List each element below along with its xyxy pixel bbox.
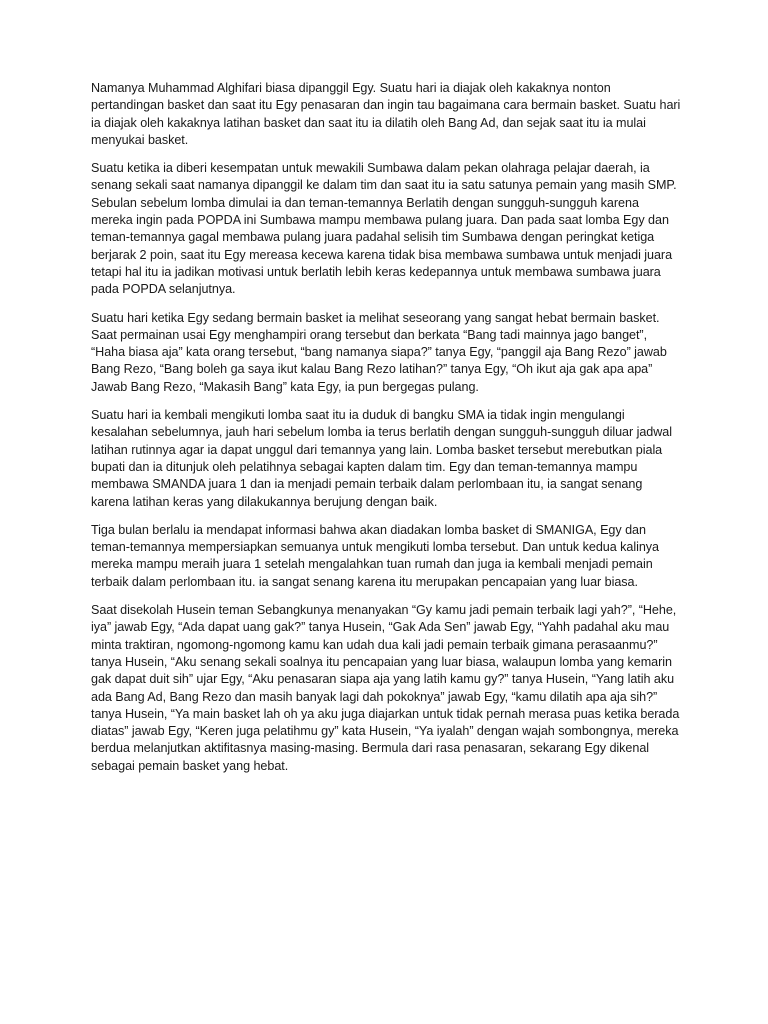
paragraph-4: Suatu hari ia kembali mengikuti lomba saat itu ia duduk di bangku SMA ia tidak ingin mengulangi kesalahan sebelumnya, jauh hari sebelum lomba ia terus berlatih dengan sungguh-sungguh diluar jadwal latihan rutinnya agar ia dapat unggul dari temannya yang lain. Lomba basket tersebut merebutkan piala bupati dan ia ditunjuk oleh pelatihnya sebagai kapten dalam tim. Egy dan teman-temannya mampu membawa SMANDA juara 1 dan ia menjadi pemain terbaik dalam perlombaan itu, ia sangat senang karena latihan keras yang dilakukannya berujung dengan baik. bbox=[91, 408, 672, 509]
paragraph-5: Tiga bulan berlalu ia mendapat informasi bahwa akan diadakan lomba basket di SMANIGA, Egy dan teman-temannya mempersiapkan semuanya untuk mengikuti lomba tersebut. Dan untuk kedua kalinya mereka mampu meraih juara 1 setelah mengalahkan tuan rumah dan juga ia kembali menjadi pemain terbaik dalam perlombaan itu. ia sangat senang karena itu merupakan pencapaian yang luar biasa. bbox=[91, 522, 659, 589]
paragraph-1: Namanya Muhammad Alghifari biasa dipanggil Egy. Suatu hari ia diajak oleh kakaknya nonton pertandingan basket dan saat itu Egy penasaran dan ingin tau bagaimana cara bermain basket. Suatu hari ia diajak oleh kakaknya latihan basket dan saat itu ia dilatih oleh Bang Ad, dan sejak saat itu ia mulai menyukai basket. bbox=[91, 81, 681, 147]
document-page bbox=[91, 80, 681, 786]
paragraph-2: Suatu ketika ia diberi kesempatan untuk mewakili Sumbawa dalam pekan olahraga pelajar daerah, ia senang sekali saat namanya dipanggil ke dalam tim dan saat itu ia satu satunya pemain yang masih SMP. Sebulan sebelum lomba dimulai ia dan teman-temannya Berlatih dengan sungguh-sungguh karena mereka ingin pada POPDA ini Sumbawa mampu membawa pulang juara. Dan pada saat lomba Egy dan teman-temannya gagal membawa pulang juara padahal selisih tim Sumbawa dengan peringkat ketiga berjarak 2 poin, saat itu Egy mereasa kecewa karena tidak bisa membawa sumbawa untuk menjadi juara tetapi hal itu ia jadikan motivasi untuk berlatih lebih keras kedepannya untuk membawa sumbawa juara pada POPDA selanjutnya. bbox=[91, 161, 677, 297]
paragraph-6: Saat disekolah Husein teman Sebangkunya menanyakan “Gy kamu jadi pemain terbaik lagi yah?”, “Hehe, iya” jawab Egy, “Ada dapat uang gak?” tanya Husein, “Gak Ada Sen” jawab Egy, “Yahh padahal aku mau minta traktiran, ngomong-ngomong kamu kan udah dua kali jadi pemain terbaik gimana perasaanmu?” tanya Husein, “Aku senang sekali soalnya itu pencapaian yang luar biasa, walaupun lomba yang kemarin gak dapat duit sih” ujar Egy, “Aku penasaran siapa aja yang latih kamu gy?” tanya Husein, “Yang latih aku ada Bang Ad, Bang Rezo dan masih banyak lagi dah pokoknya” jawab Egy, “kamu dilatih apa aja sih?” tanya Husein, “Ya main basket lah oh ya aku juga diajarkan untuk tidak pernah merasa puas ketika berada diatas” jawab Egy, “Keren juga pelatihmu gy” kata Husein, “Ya iyalah” dengan wajah sombongnya, mereka berdua melanjutkan aktifitasnya masing-masing. Bermula dari rasa penasaran, sekarang Egy dikenal sebagai pemain basket yang hebat. bbox=[91, 603, 680, 773]
paragraph-3: Suatu hari ketika Egy sedang bermain basket ia melihat seseorang yang sangat hebat bermain basket. Saat permainan usai Egy menghampiri orang tersebut dan berkata “Bang tadi mainnya jago banget”, “Haha biasa aja” kata orang tersebut, “bang namanya siapa?” tanya Egy, “panggil aja Bang Rezo” jawab Bang Rezo, “Bang boleh ga saya ikut kalau Bang Rezo latihan?” tanya Egy, “Oh ikut aja gak apa apa” Jawab Bang Rezo, “Makasih Bang” kata Egy, ia pun bergegas pulang. bbox=[91, 310, 667, 394]
